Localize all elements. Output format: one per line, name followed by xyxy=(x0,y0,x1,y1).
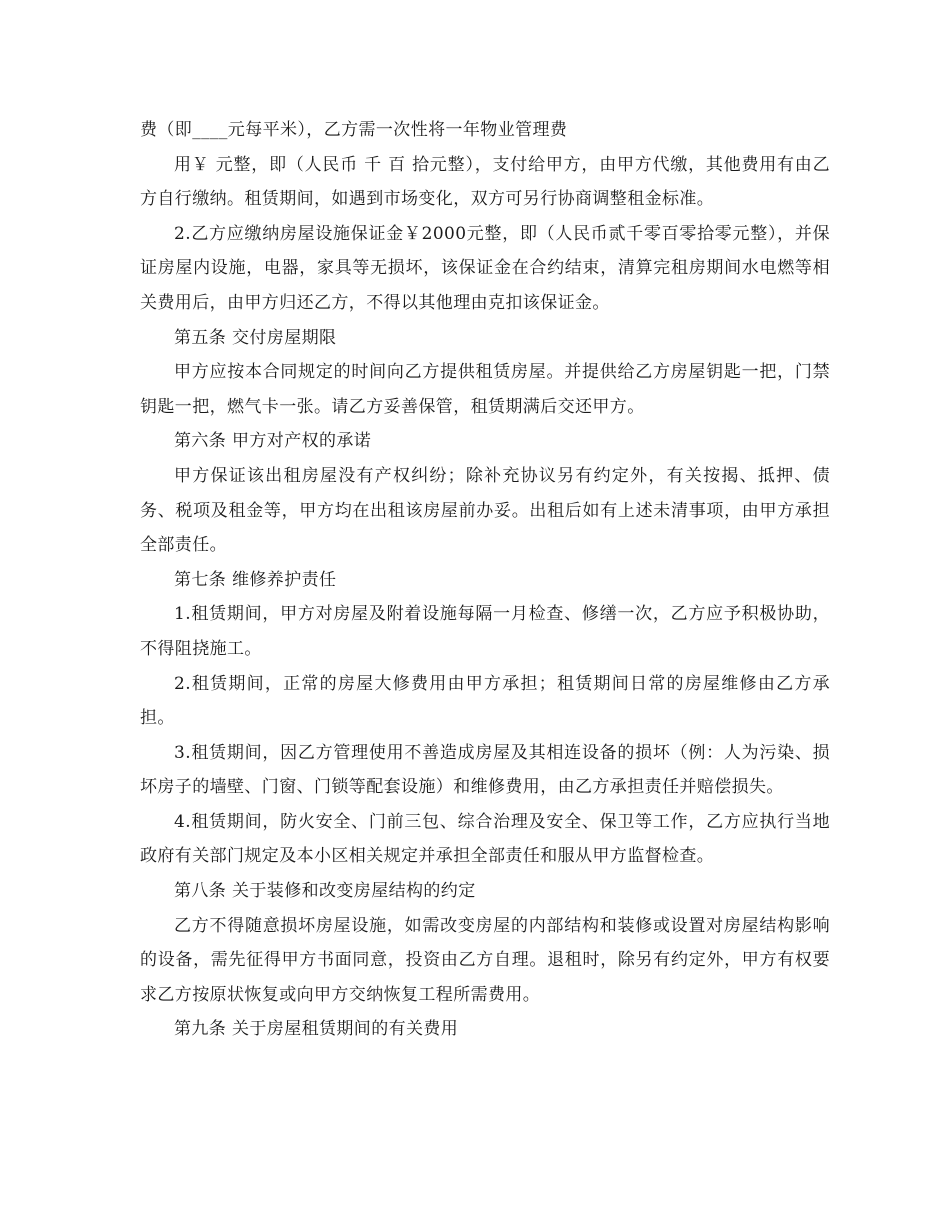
paragraph-maintenance-4: 4.租赁期间，防火安全、门前三包、综合治理及安全、保卫等工作，乙方应执行当地政府有关部门规定及本小区相关规定并承担全部责任和服从甲方监督检查。 xyxy=(140,811,830,867)
paragraph-handover: 甲方应按本合同规定的时间向乙方提供租赁房屋。并提供给乙方房屋钥匙一把，门禁钥匙一把，燃气卡一张。请乙方妥善保管，租赁期满后交还甲方。 xyxy=(140,362,830,417)
paragraph-renovation: 乙方不得随意损坏房屋设施，如需改变房屋的内部结构和装修或设置对房屋结构影响的设备，需先征得甲方书面同意，投资由乙方自理。退租时，除另有约定外，甲方有权要求乙方按原状恢复或向甲方交纳恢复工程所需费用。 xyxy=(140,915,830,1005)
heading-article-7: 第七条 维修养护责任 xyxy=(174,569,337,590)
paragraph-management-fee-payment: 用￥ 元整，即（人民币 千 百 拾元整），支付给甲方，由甲方代缴，其他费用有由乙方自行缴纳。租赁期间，如遇到市场变化，双方可另行协商调整租金标准。 xyxy=(140,154,830,210)
paragraph-management-fee-rate: 费（即____元每平米），乙方需一次性将一年物业管理费 xyxy=(140,120,568,140)
document-body xyxy=(140,113,830,1047)
heading-article-8: 第八条 关于装修和改变房屋结构的约定 xyxy=(174,881,476,902)
paragraph-maintenance-3: 3.租赁期间，因乙方管理使用不善造成房屋及其相连设备的损坏（例：人为污染、损坏房子的墙壁、门窗、门锁等配套设施）和维修费用，由乙方承担责任并赔偿损失。 xyxy=(140,742,830,798)
heading-article-5: 第五条 交付房屋期限 xyxy=(174,327,337,348)
paragraph-security-deposit: 2.乙方应缴纳房屋设施保证金￥2000元整，即（人民币贰千零百零拾零元整），并保证房屋内设施，电器，家具等无损坏，该保证金在合约结束，清算完租房期间水电燃等相关费用后，由甲方归还乙方，不得以其他理由克扣该保证金。 xyxy=(140,223,830,313)
heading-article-9: 第九条 关于房屋租赁期间的有关费用 xyxy=(174,1019,459,1040)
heading-article-6: 第六条 甲方对产权的承诺 xyxy=(174,431,372,452)
paragraph-maintenance-2: 2.租赁期间，正常的房屋大修费用由甲方承担；租赁期间日常的房屋维修由乙方承担。 xyxy=(140,673,830,729)
paragraph-property-rights: 甲方保证该出租房屋没有产权纠纷；除补充协议另有约定外，有关按揭、抵押、债务、税项及租金等，甲方均在出租该房屋前办妥。出租后如有上述未清事项，由甲方承担全部责任。 xyxy=(140,465,830,556)
paragraph-maintenance-1: 1.租赁期间，甲方对房屋及附着设施每隔一月检查、修缮一次，乙方应予积极协助，不得阻挠施工。 xyxy=(140,604,830,659)
